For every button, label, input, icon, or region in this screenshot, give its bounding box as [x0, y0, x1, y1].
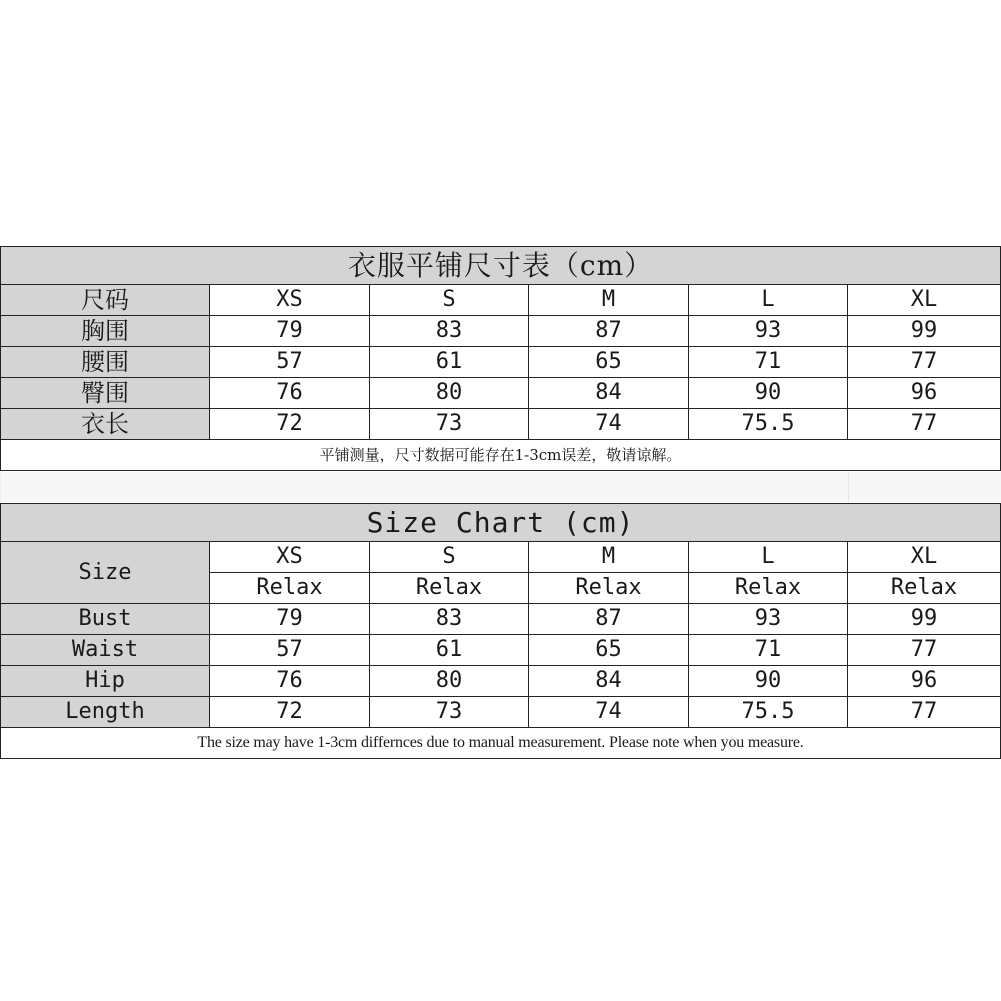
table-separator [0, 472, 1001, 502]
en-header-label: Size [1, 542, 210, 604]
table-cell: 77 [848, 347, 1001, 378]
en-size-m: M [529, 542, 689, 573]
en-size-xs: XS [210, 542, 370, 573]
cn-row-label: 腰围 [1, 347, 210, 378]
table-cell: 75.5 [689, 697, 848, 728]
table-cell: 80 [370, 378, 529, 409]
table-cell: 74 [529, 697, 689, 728]
en-row-label: Waist [1, 635, 210, 666]
cn-size-xl: XL [848, 285, 1001, 316]
fit-cell: Relax [689, 573, 848, 604]
en-size-s: S [370, 542, 529, 573]
table-cell: 77 [848, 409, 1001, 440]
en-table-note: The size may have 1-3cm differnces due to manual measurement. Please note when you measure. [1, 728, 1001, 759]
cn-header-label: 尺码 [1, 285, 210, 316]
cn-row-waist [1, 347, 1001, 378]
cn-row-hip [1, 378, 1001, 409]
table-cell: 84 [529, 378, 689, 409]
en-size-table-block [0, 503, 1000, 759]
en-row-waist [1, 635, 1001, 666]
table-cell: 73 [370, 697, 529, 728]
en-header-row [1, 542, 1001, 573]
table-cell: 87 [529, 316, 689, 347]
cn-size-m: M [529, 285, 689, 316]
cn-size-l: L [689, 285, 848, 316]
cn-row-label: 胸围 [1, 316, 210, 347]
en-table-title: Size Chart (cm) [1, 504, 1001, 542]
table-cell: 93 [689, 316, 848, 347]
cn-size-xs: XS [210, 285, 370, 316]
table-cell: 83 [370, 316, 529, 347]
en-size-l: L [689, 542, 848, 573]
table-cell: 65 [529, 635, 689, 666]
table-cell: 61 [370, 347, 529, 378]
fit-cell: Relax [848, 573, 1001, 604]
fit-cell: Relax [529, 573, 689, 604]
table-cell: 79 [210, 604, 370, 635]
table-cell: 87 [529, 604, 689, 635]
en-row-bust [1, 604, 1001, 635]
en-size-table [0, 503, 1001, 759]
table-cell: 80 [370, 666, 529, 697]
table-cell: 93 [689, 604, 848, 635]
table-cell: 57 [210, 635, 370, 666]
cn-row-bust [1, 316, 1001, 347]
cn-row-length [1, 409, 1001, 440]
table-cell: 71 [689, 347, 848, 378]
en-row-hip [1, 666, 1001, 697]
table-cell: 73 [370, 409, 529, 440]
table-cell: 65 [529, 347, 689, 378]
cn-row-label: 臀围 [1, 378, 210, 409]
table-cell: 76 [210, 378, 370, 409]
fit-cell: Relax [210, 573, 370, 604]
en-row-label: Hip [1, 666, 210, 697]
table-cell: 74 [529, 409, 689, 440]
table-cell: 72 [210, 697, 370, 728]
table-cell: 61 [370, 635, 529, 666]
table-cell: 71 [689, 635, 848, 666]
table-cell: 72 [210, 409, 370, 440]
table-cell: 83 [370, 604, 529, 635]
table-cell: 76 [210, 666, 370, 697]
fit-cell: Relax [370, 573, 529, 604]
cn-size-s: S [370, 285, 529, 316]
table-cell: 57 [210, 347, 370, 378]
cn-table-note: 平铺测量，尺寸数据可能存在1-3cm误差，敬请谅解。 [1, 440, 1001, 471]
en-size-xl: XL [848, 542, 1001, 573]
table-cell: 75.5 [689, 409, 848, 440]
table-cell: 99 [848, 604, 1001, 635]
cn-header-row [1, 285, 1001, 316]
cn-size-table [0, 246, 1001, 471]
en-row-length [1, 697, 1001, 728]
table-cell: 90 [689, 378, 848, 409]
table-cell: 77 [848, 697, 1001, 728]
table-cell: 77 [848, 635, 1001, 666]
table-cell: 79 [210, 316, 370, 347]
table-cell: 84 [529, 666, 689, 697]
cn-size-table-block [0, 246, 1000, 471]
cn-table-title: 衣服平铺尺寸表（cm） [1, 247, 1001, 285]
table-cell: 90 [689, 666, 848, 697]
en-row-label: Bust [1, 604, 210, 635]
table-cell: 96 [848, 666, 1001, 697]
table-cell: 96 [848, 378, 1001, 409]
en-row-label: Length [1, 697, 210, 728]
cn-row-label: 衣长 [1, 409, 210, 440]
table-cell: 99 [848, 316, 1001, 347]
separator-divider [848, 472, 849, 502]
